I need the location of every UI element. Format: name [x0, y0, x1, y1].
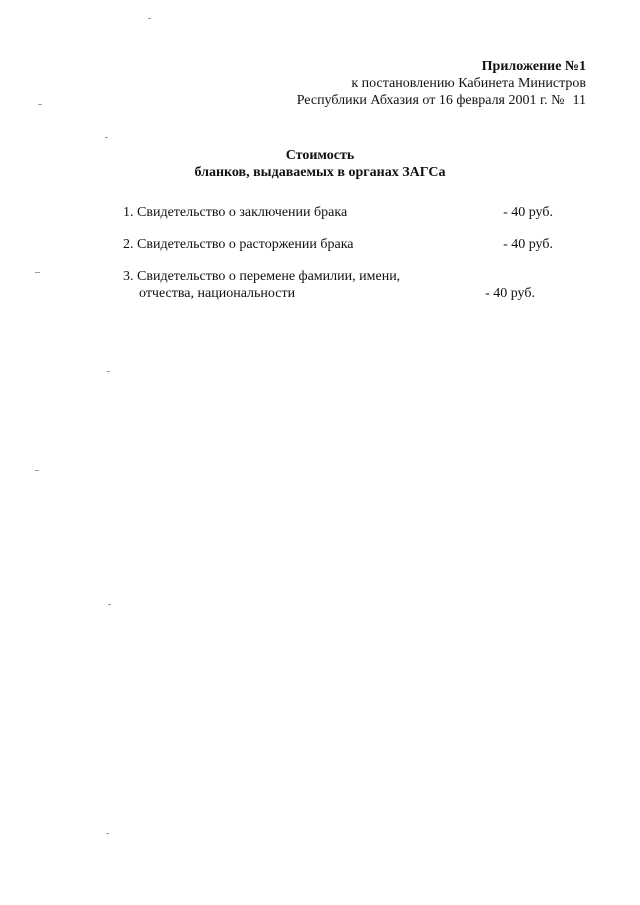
fee-item-label: 1. Свидетельство о заключении брака	[123, 205, 348, 220]
appendix-reference-number: 11	[572, 93, 586, 108]
scan-speck	[38, 104, 42, 105]
scan-speck	[35, 272, 40, 273]
appendix-header	[297, 58, 586, 109]
scan-speck	[105, 137, 108, 138]
appendix-reference-text: Республики Абхазия от 16 февраля 2001 г. №	[296, 93, 565, 108]
appendix-reference-line1: к постановлению Кабинета Министров	[351, 76, 586, 91]
document-title-line1: Стоимость	[285, 148, 355, 163]
scan-speck	[35, 470, 39, 471]
fee-item	[123, 236, 553, 253]
scan-speck	[108, 604, 111, 605]
appendix-title: Приложение №1	[481, 59, 586, 74]
fee-item-label: 2. Свидетельство о расторжении брака	[123, 237, 354, 252]
fee-item-label: 3. Свидетельство о перемене фамилии, имени,	[123, 269, 401, 284]
scan-speck	[148, 18, 151, 19]
fee-item-price: - 40 руб.	[503, 237, 553, 252]
document-title-line2: бланков, выдаваемых в органах ЗАГСа	[194, 165, 446, 180]
fee-item-label-continuation: отчества, национальности	[139, 286, 296, 301]
scan-speck	[107, 371, 110, 372]
document-title	[0, 147, 640, 181]
fee-item-price: - 40 руб.	[485, 286, 535, 301]
fee-item	[123, 268, 553, 302]
fee-list	[123, 204, 553, 317]
appendix-reference-line2	[297, 92, 586, 109]
fee-item-price: - 40 руб.	[503, 205, 553, 220]
scan-speck	[106, 833, 109, 834]
fee-item	[123, 204, 553, 221]
